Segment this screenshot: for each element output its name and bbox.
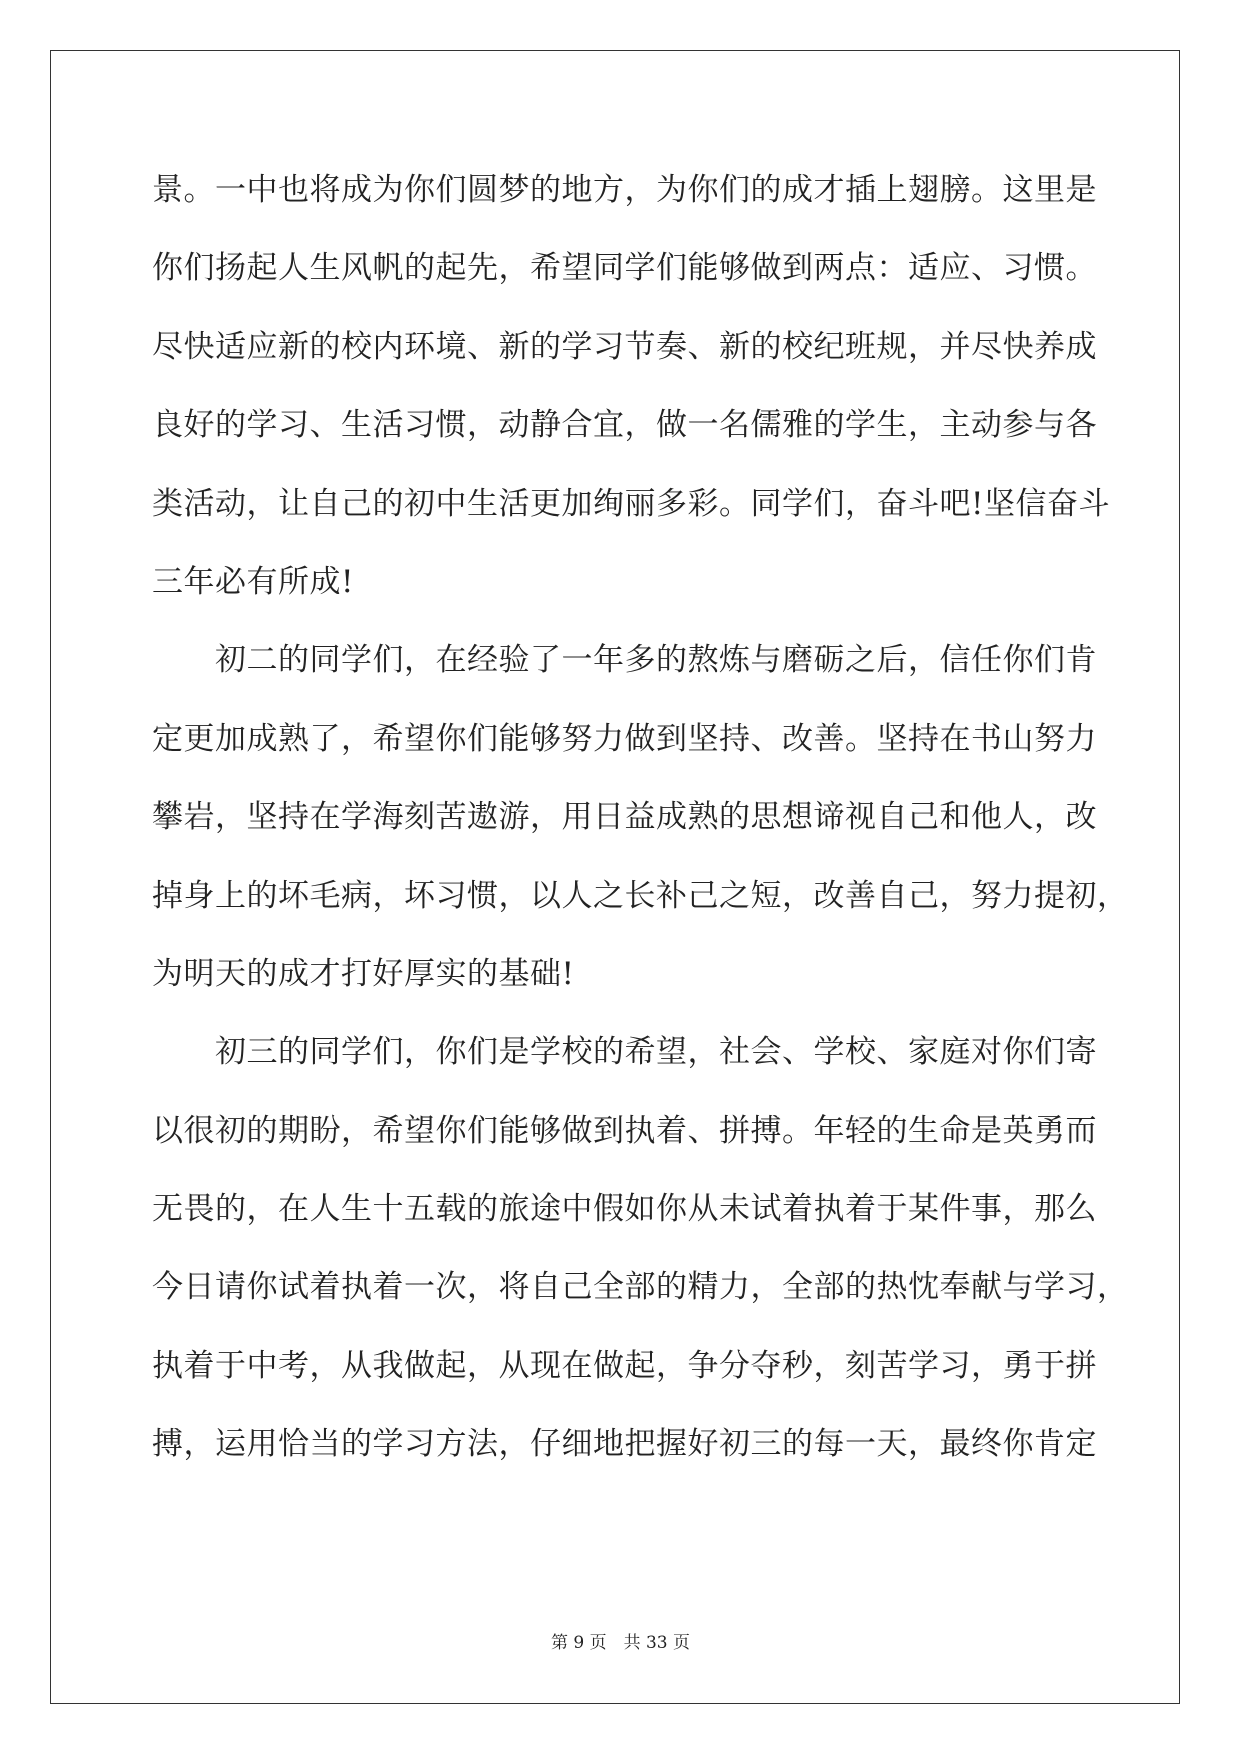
text-line: 类活动，让自己的初中生活更加绚丽多彩。同学们，奋斗吧!坚信奋斗 bbox=[152, 485, 1110, 522]
text-line: 以很初的期盼，希望你们能够做到执着、拼搏。年轻的生命是英勇而 bbox=[152, 1112, 1097, 1149]
text-line: 三年必有所成! bbox=[152, 563, 354, 600]
text-line: 定更加成熟了，希望你们能够努力做到坚持、改善。坚持在书山努力 bbox=[152, 720, 1097, 757]
text-line: 尽快适应新的校内环境、新的学习节奏、新的校纪班规，并尽快养成 bbox=[152, 328, 1097, 365]
text-line: 执着于中考，从我做起，从现在做起，争分夺秒，刻苦学习，勇于拼 bbox=[152, 1347, 1097, 1384]
text-line: 搏，运用恰当的学习方法，仔细地把握好初三的每一天，最终你肯定 bbox=[152, 1426, 1097, 1463]
text-line: 为明天的成才打好厚实的基础! bbox=[152, 955, 575, 992]
text-line: 今日请你试着执着一次，将自己全部的精力，全部的热忱奉献与学习， bbox=[152, 1269, 1129, 1306]
paragraph-start-line: 初二的同学们，在经验了一年多的熬炼与磨砺之后，信任你们肯 bbox=[152, 642, 1097, 679]
text-line: 你们扬起人生风帆的起先，希望同学们能够做到两点：适应、习惯。 bbox=[152, 250, 1097, 287]
text-line: 无畏的，在人生十五载的旅途中假如你从未试着执着于某件事，那么 bbox=[152, 1191, 1097, 1228]
text-line: 掉身上的坏毛病，坏习惯，以人之长补己之短，改善自己，努力提初， bbox=[152, 877, 1129, 914]
page-number-footer: 第 9 页 共 33 页 bbox=[550, 1633, 691, 1653]
paragraph-start-line: 初三的同学们，你们是学校的希望，社会、学校、家庭对你们寄 bbox=[152, 1034, 1097, 1071]
text-line: 攀岩，坚持在学海刻苦遨游，用日益成熟的思想谛视自己和他人，改 bbox=[152, 799, 1097, 836]
document-body bbox=[152, 158, 1129, 1491]
text-line: 良好的学习、生活习惯，动静合宜，做一名儒雅的学生，主动参与各 bbox=[152, 407, 1097, 444]
text-line: 景。一中也将成为你们圆梦的地方，为你们的成才插上翅膀。这里是 bbox=[152, 172, 1097, 208]
